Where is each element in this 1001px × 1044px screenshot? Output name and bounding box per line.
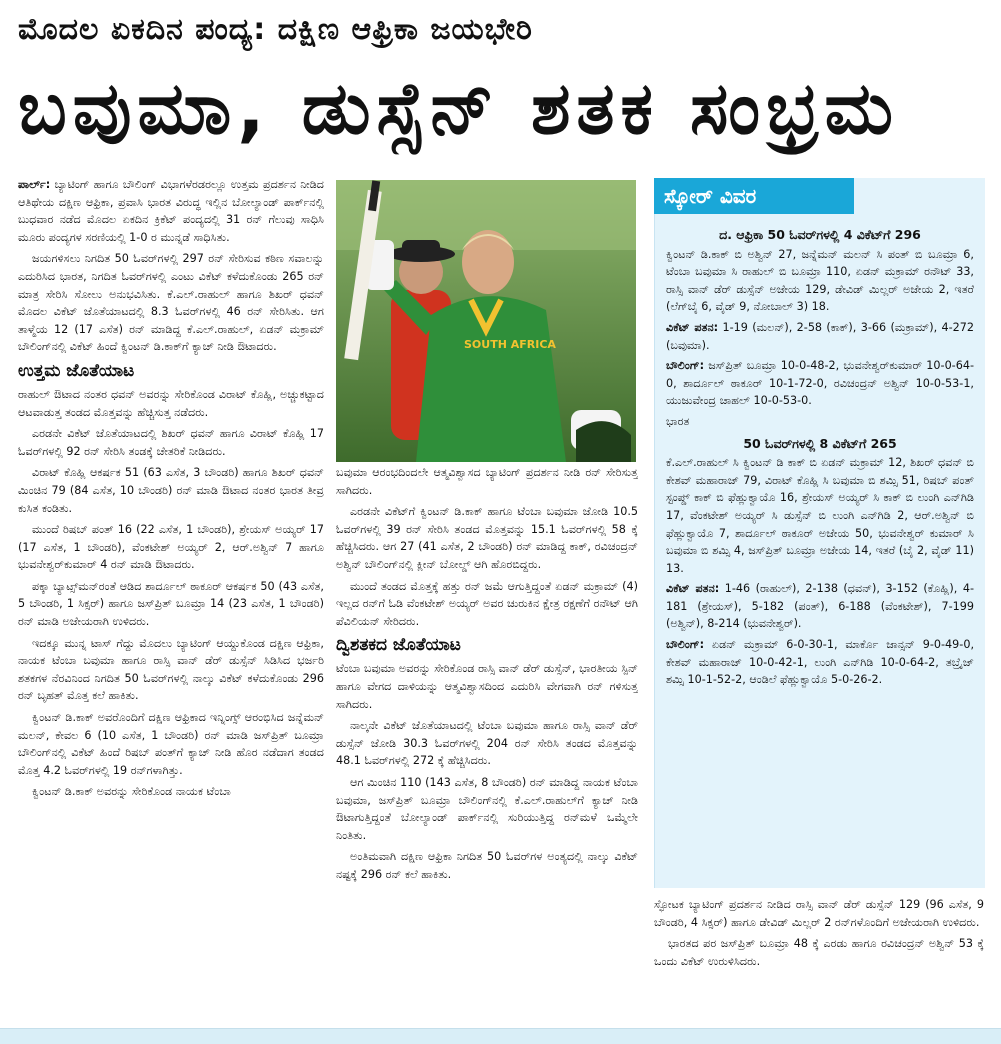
fall-of-wickets-sa: ವಿಕೆಟ್ ಪತನ: 1-19 (ಮಲನ್), 2-58 (ಕಾಕ್), 3-66 (ಮಕ್ರಾಮ್), 4-272 (ಬವುಮಾ). [666,320,975,352]
cricketer-photo [336,180,636,462]
main-headline: ಬವುಮಾ, ಡುಸ್ಸೆನ್ ಶತಕ ಸಂಭ್ರಮ [18,66,899,150]
article-paragraph: ಎರಡನೇ ವಿಕೆಟ್‌ಗೆ ಕ್ವಿಂಟನ್ ಡಿ.ಕಾಕ್ ಹಾಗೂ ಟೆಂಬಾ ಬವುಮಾ ಜೋಡಿ 10.5 ಓವರ್‌ಗಳಲ್ಲಿ 39 ರನ್ ಸೇರಿಸಿ ತಂಡದ ಮೊತ್ತವನ್ನು 15.1 ಓವರ್‌ಗಳಲ್ಲಿ 58 ಕ್ಕೆ ಹೆಚ್ಚಿಸಿದರು. ಆಗ 27 (41 ಎಸೆತ, 2 ಬೌಂಡರಿ) ರನ್ ಮಾಡಿದ್ದ ಕಾಕ್, ರವಿಚಂದ್ರನ್ ಅಶ್ವಿನ್ ಬೌಲಿಂಗ್‌ನಲ್ಲಿ ಕ್ಲೀನ್ ಬೋಲ್ಡ್ ಆಗಿ ಹೊರಬಿದ್ದರು. [336,505,638,571]
article-paragraph: ಕ್ವಿಂಟನ್ ಡಿ.ಕಾಕ್ ಅವರನ್ನು ಸೇರಿಕೊಂಡ ನಾಯಕ ಟೆಂಬಾ [32,785,231,799]
article-paragraph: ಸ್ಫೋಟಕ ಬ್ಯಾಟಿಂಗ್ ಪ್ರದರ್ಶನ ನೀಡಿದ ರಾಸ್ಸಿ ವಾನ್ ಡೆರ್ ಡುಸ್ಸೆನ್ 129 (96 ಎಸೆತ, 9 ಬೌಂಡರಿ, 4 ಸಿಕ್ಸರ್) ಹಾಗೂ ಡೇವಿಡ್ ಮಿಲ್ಲರ್ 2 ರನ್‌ಗಳೊಂದಿಗೆ ಅಜೇಯರಾಗಿ ಉಳಿದರು. [654,898,984,929]
article-paragraph: ಮುಂದೆ ರಿಷಬ್ ಪಂತ್ 16 (22 ಎಸೆತ, 1 ಬೌಂಡರಿ), ಶ್ರೇಯಸ್ ಅಯ್ಯರ್ 17 (17 ಎಸೆತ, 1 ಬೌಂಡರಿ), ವೆಂಕಟೇಶ್ ಅಯ್ಯರ್ 2, ಆರ್.ಅಶ್ವಿನ್ 7 ಹಾಗೂ ಭುವನೇಶ್ವರ್‌ಕುಮಾರ್ 4 ರನ್ ಮಾಡಿ ಔಟಾದರು. [18,523,324,572]
fall-of-wickets-india: ವಿಕೆಟ್ ಪತನ: 1-46 (ರಾಹುಲ್), 2-138 (ಧವನ್), 3-152 (ಕೊಹ್ಲಿ), 4-181 (ಶ್ರೇಯಸ್), 5-182 (ಪಂತ್), 6-188 (ವೆಂಕಟೇಶ್), 7-199 (ಅಶ್ವಿನ್), 8-214 (ಭುವನೇಶ್ವರ್). [666,582,974,631]
article-paragraph: ಪಕ್ಕಾ ಬ್ಯಾಟ್ಸ್‌ಮನ್‌ರಂತೆ ಆಡಿದ ಶಾರ್ದೂಲ್ ಠಾಕೂರ್ ಆಕರ್ಷಕ 50 (43 ಎಸೆತ, 5 ಬೌಂಡರಿ, 1 ಸಿಕ್ಸರ್) ಹಾಗೂ ಜಸ್‌ಪ್ರಿತ್ ಬೂಮ್ರಾ 14 (23 ಎಸೆತ, 1 ಬೌಂಡರಿ) ರನ್ ಮಾಡಿ ಅಜೇಯರಾಗಿ ಉಳಿದರು. [18,579,324,629]
article-column-3 [654,896,984,1000]
article-paragraph: ಎರಡನೇ ವಿಕೆಟ್ ಜೊತೆಯಾಟದಲ್ಲಿ ಶಿಖರ್ ಧವನ್ ಹಾಗೂ ವಿರಾಟ್ ಕೊಹ್ಲಿ 17 ಓವರ್‌ಗಳಲ್ಲಿ 92 ರನ್ ಸೇರಿಸಿ ತಂಡಕ್ಕೆ ಚೇತರಿಕೆ ನೀಡಿದರು. [18,427,324,458]
dateline: ಪಾರ್ಲ್: [18,178,51,191]
bowling-summary-sa: ಬೌಲಿಂಗ್: ಏಡನ್ ಮಕ್ರಾಮ್ 6-0-30-1, ಮಾರ್ಕೊ ಜಾನ್ಸನ್ 9-0-49-0, ಕೇಶವ್ ಮಹಾರಾಜ್ 10-0-42-1, ಲುಂಗಿ ಎನ್‌ಗಿಡಿ 10-0-64-2, ತಬ್ರೈಜ್ ಶಮ್ಸಿ 10-1-52-2, ಆಂಡಿಲೆ ಫೆಹ್ಲುಕ್ವಾಯೊ 5-0-26-2. [666,638,974,687]
scorecard-body [666,222,974,692]
page-bottom-bar [0,1028,1001,1044]
batting-summary-india: ಕೆ.ಎಲ್.ರಾಹುಲ್ ಸಿ ಕ್ವಿಂಟನ್ ಡಿ ಕಾಕ್ ಬಿ ಏಡನ್ ಮಕ್ರಾಮ್ 12, ಶಿಖರ್ ಧವನ್ ಬಿ ಕೇಶವ್ ಮಹಾರಾಜ್ 79, ವಿರಾಟ್ ಕೊಹ್ಲಿ ಸಿ ಬವುಮಾ ಬಿ ಶಮ್ಸಿ 51, ರಿಷಬ್ ಪಂತ್ ಸ್ಟಂಪ್ಡ್ ಕಾಕ್ ಬಿ ಫೆಹ್ಲುಕ್ವಾಯೊ 16, ಶ್ರೇಯಸ್ ಅಯ್ಯರ್ ಸಿ ಕಾಕ್ ಬಿ ಲುಂಗಿ ಎನ್‌ಗಿಡಿ 17, ವೆಂಕಟೇಶ್ ಅಯ್ಯರ್ ಸಿ ಡುಸ್ಸೆನ್ ಬಿ ಲುಂಗಿ ಎನ್‌ಗಿಡಿ 2, ಆರ್.ಅಶ್ವಿನ್ ಬಿ ಫೆಹ್ಲುಕ್ವಾಯೊ 7, ಶಾರ್ದೂಲ್ ಠಾಕೂರ್ ಅಜೇಯ 50, ಭುವನೇಶ್ವರ್ ಕುಮಾರ್ ಸಿ ಬವುಮಾ ಬಿ ಶಮ್ಸಿ 4, ಜಸ್‌ಪ್ರಿತ್ ಬೂಮ್ರಾ ಅಜೇಯ 14, ಇತರೆ (ಬೈ 2, ವೈಡ್ 11) 13. [666,456,974,575]
article-column-1 [18,176,324,1032]
innings-title-sa: ದ. ಆಫ್ರಿಕಾ 50 ಓವರ್‌ಗಳಲ್ಲಿ 4 ವಿಕೆಟ್‌ಗೆ 296 [719,227,921,242]
article-paragraph: ಆಗ ಮಿಂಚಿನ 110 (143 ಎಸೆತ, 8 ಬೌಂಡರಿ) ರನ್ ಮಾಡಿದ್ದ ನಾಯಕ ಟೆಂಬಾ ಬವುಮಾ, ಜಸ್‌ಪ್ರಿತ್ ಬೂಮ್ರಾ ಬೌಲಿಂಗ್‌ನಲ್ಲಿ ಕೆ.ಎಲ್.ರಾಹುಲ್‌ಗೆ ಕ್ಯಾಚ್ ನೀಡಿ ಔಟಾಗುತ್ತಿದ್ದಂತೆ ಬೋಲ್ಯಾಂಡ್ ಪಾರ್ಕ್‌ನಲ್ಲಿ ಸುರಿಯುತ್ತಿದ್ದ ರನ್‌ಮಳೆ ಒಮ್ಮೆಲೇ ನಿಂತಿತು. [336,775,638,842]
article-paragraph: ಇದಕ್ಕೂ ಮುನ್ನ ಟಾಸ್ ಗೆದ್ದು ಮೊದಲು ಬ್ಯಾಟಿಂಗ್ ಆಯ್ದುಕೊಂಡ ದಕ್ಷಿಣ ಆಫ್ರಿಕಾ, ನಾಯಕ ಟೆಂಬಾ ಬವುಮಾ ಹಾಗೂ ರಾಸ್ಸಿ ವಾನ್ ಡೆರ್ ಡುಸ್ಸೆನ್ ಸಿಡಿಸಿದ ಭರ್ಜರಿ ಶತಕಗಳ ನೆರವಿನಿಂದ ನಿಗದಿತ 50 ಓವರ್‌ಗಳಲ್ಲಿ ನಾಲ್ಕು ವಿಕೆಟ್ ಕಳೆದುಕೊಂಡು 296 ರನ್ ಬೃಹತ್ ಮೊತ್ತ ಕಲೆ ಹಾಕಿತು. [18,636,324,703]
article-paragraph: ಜಯಗಳಿಸಲು ನಿಗದಿತ 50 ಓವರ್‌ಗಳಲ್ಲಿ 297 ರನ್ ಸೇರಿಸುವ ಕಠಿಣ ಸವಾಲನ್ನು ಎದುರಿಸಿದ ಭಾರತ, ನಿಗದಿತ ಓವರ್‌ಗಳಲ್ಲಿ ಎಂಟು ವಿಕೆಟ್ ಕಳೆದುಕೊಂಡು 265 ರನ್ ಮಾತ್ರ ಸೇರಿಸಿ ಸೋಲು ಅನುಭವಿಸಿತು. ಕೆ.ಎಲ್.ರಾಹುಲ್ ಹಾಗೂ ಶಿಖರ್ ಧವನ್ ಮೊದಲ ವಿಕೆಟ್ ಜೊತೆಯಾಟದಲ್ಲಿ 8.3 ಓವರ್‌ಗಳಲ್ಲಿ 46 ರನ್ ಸೇರಿಸಿತು. ಆಗ ತಾಳ್ಮೆಯ 12 (17 ಎಸೆತ) ರನ್ ಮಾಡಿದ್ದ ಕೆ.ಎಲ್.ರಾಹುಲ್, ಏಡನ್ ಮಕ್ರಾಮ್ ಬೌಲಿಂಗ್‌ನಲ್ಲಿ ವಿಕೆಟ್ ಹಿಂದೆ ಕ್ವಿಂಟನ್ ಡಿ.ಕಾಕ್‌ಗೆ ಕ್ಯಾಚ್ ನೀಡಿ ಔಟಾದರು. [18,252,324,354]
article-paragraph: ಬವುಮಾ ಆರಂಭದಿಂದಲೇ ಆತ್ಮವಿಶ್ವಾಸದ ಬ್ಯಾಟಿಂಗ್ ಪ್ರದರ್ಶನ ನೀಡಿ ರನ್ ಸೇರಿಸುತ್ತ ಸಾಗಿದರು. [336,466,638,497]
section-subheading: ಉತ್ತಮ ಜೊತೆಯಾಟ [18,360,135,381]
photo-illustration [336,180,636,462]
article-column-2 [336,464,638,1034]
article-paragraph: ವಿರಾಟ್ ಕೊಹ್ಲಿ ಆಕರ್ಷಕ 51 (63 ಎಸೆತ, 3 ಬೌಂಡರಿ) ಹಾಗೂ ಶಿಖರ್ ಧವನ್ ಮಿಂಚಿನ 79 (84 ಎಸೆತ, 10 ಬೌಂಡರಿ) ರನ್ ಮಾಡಿ ಔಟಾದ ನಂತರ ಭಾರತ ತೀವ್ರ ಕುಸಿತ ಕಂಡಿತು. [18,466,324,515]
kicker-subheadline: ಮೊದಲ ಏಕದಿನ ಪಂದ್ಯ: ದಕ್ಷಿಣ ಆಫ್ರಿಕಾ ಜಯಭೇರಿ [18,12,533,47]
section-subheading: ದ್ವಿಶತಕದ ಜೊತೆಯಾಟ [336,635,461,656]
article-paragraph: ಪಾರ್ಲ್: ಬ್ಯಾಟಿಂಗ್ ಹಾಗೂ ಬೌಲಿಂಗ್ ವಿಭಾಗಳೆರಡರಲ್ಲೂ ಉತ್ತಮ ಪ್ರದರ್ಶನ ನೀಡಿದ ಆತಿಥೇಯ ದಕ್ಷಿಣ ಆಫ್ರಿಕಾ, ಪ್ರವಾಸಿ ಭಾರತ ವಿರುದ್ಧ ಇಲ್ಲಿನ ಬೋಲ್ಯಾಂಡ್ ಪಾರ್ಕ್‌ನಲ್ಲಿ ಬುಧವಾರ ನಡೆದ ಮೊದಲ ಏಕದಿನ ಕ್ರಿಕೆಟ್ ಪಂದ್ಯದಲ್ಲಿ 31 ರನ್ ಗೆಲುವು ಸಾಧಿಸಿ ಮೂರು ಪಂದ್ಯಗಳ ಸರಣಿಯಲ್ಲಿ 1-0 ರ ಮುನ್ನಡೆ ಸಾಧಿಸಿತು. [18,178,324,244]
bowling-summary-india: ಬೌಲಿಂಗ್: ಜಸ್‌ಪ್ರಿತ್ ಬೂಮ್ರಾ 10-0-48-2, ಭುವನೇಶ್ವರ್‌ಕುಮಾರ್ 10-0-64-0, ಶಾರ್ದೂಲ್ ಠಾಕೂರ್ 10-1-72-0, ರವಿಚಂದ್ರನ್ ಅಶ್ವಿನ್ 10-0-53-1, ಯುಜುವೇಂದ್ರ ಚಾಹಲ್ 10-0-53-0. [666,359,974,408]
team-label-india: ಭಾರತ [666,414,690,428]
jersey-text: SOUTH AFRICA [464,338,556,351]
batting-summary-sa: ಕ್ವಿಂಟನ್ ಡಿ.ಕಾಕ್ ಬಿ ಅಶ್ವಿನ್ 27, ಜನ್ನೆಮನ್ ಮಲನ್ ಸಿ ಪಂತ್ ಬಿ ಬೂಮ್ರಾ 6, ಟೆಂಬಾ ಬವುಮಾ ಸಿ ರಾಹುಲ್ ಬಿ ಬೂಮ್ರಾ 110, ಏಡನ್ ಮಕ್ರಾಮ್ ರನೌಟ್ 33, ರಾಸ್ಸಿ ವಾನ್ ಡೆರ್ ಡುಸ್ಸೆನ್ ಅಜೇಯ 129, ಡೇವಿಡ್ ಮಿಲ್ಲರ್ ಅಜೇಯ 2, ಇತರೆ (ಲೆಗ್‌ಬೈ 6, ವೈಡ್ 9, ನೋಬಾಲ್ 3) 18. [666,247,974,314]
article-paragraph: ಅಂತಿಮವಾಗಿ ದಕ್ಷಿಣ ಆಫ್ರಿಕಾ ನಿಗದಿತ 50 ಓವರ್‌ಗಳ ಅಂತ್ಯದಲ್ಲಿ ನಾಲ್ಕು ವಿಕೆಟ್ ನಷ್ಟಕ್ಕೆ 296 ರನ್ ಕಲೆ ಹಾಕಿತು. [336,850,638,881]
article-paragraph: ರಾಹುಲ್ ಔಟಾದ ನಂತರ ಧವನ್ ಅವರನ್ನು ಸೇರಿಕೊಂಡ ವಿರಾಟ್ ಕೊಹ್ಲಿ, ಅಚ್ಚುಕಟ್ಟಾದ ಆಟವಾಡುತ್ತ ತಂಡದ ಮೊತ್ತವನ್ನು ಹೆಚ್ಚಿಸುತ್ತ ನಡೆದರು. [18,387,324,419]
article-paragraph: ಟೆಂಬಾ ಬವುಮಾ ಅವರನ್ನು ಸೇರಿಕೊಂಡ ರಾಸ್ಸಿ ವಾನ್ ಡೆರ್ ಡುಸ್ಸೆನ್, ಭಾರತೀಯ ಸ್ಪಿನ್ ಹಾಗೂ ವೇಗದ ದಾಳಿಯನ್ನು ಆತ್ಮವಿಶ್ವಾಸದಿಂದ ಎದುರಿಸಿ ವೇಗವಾಗಿ ರನ್ ಗಳಿಸುತ್ತ ಸಾಗಿದರು. [336,662,638,711]
article-paragraph: ನಾಲ್ಕನೇ ವಿಕೆಟ್ ಜೊತೆಯಾಟದಲ್ಲಿ ಟೆಂಬಾ ಬವುಮಾ ಹಾಗೂ ರಾಸ್ಸಿ ವಾನ್ ಡೆರ್ ಡುಸ್ಸೆನ್ ಜೋಡಿ 30.3 ಓವರ್‌ಗಳಲ್ಲಿ 204 ರನ್ ಸೇರಿಸಿ ತಂಡದ ಮೊತ್ತವನ್ನು 48.1 ಓವರ್‌ಗಳಲ್ಲಿ 272 ಕ್ಕೆ ಹೆಚ್ಚಿಸಿದರು. [336,719,638,768]
innings-title-india: 50 ಓವರ್‌ಗಳಲ್ಲಿ 8 ವಿಕೆಟ್‌ಗೆ 265 [743,435,897,451]
scorecard-header: ಸ್ಕೋರ್ ವಿವರ [654,178,854,214]
article-paragraph: ಕ್ವಿಂಟನ್ ಡಿ.ಕಾಕ್ ಅವರೊಂದಿಗೆ ದಕ್ಷಿಣ ಆಫ್ರಿಕಾದ ಇನ್ನಿಂಗ್ಸ್ ಆರಂಭಿಸಿದ ಜನ್ನೆಮನ್ ಮಲನ್, ಕೇವಲ 6 (10 ಎಸೆತ, 1 ಬೌಂಡರಿ) ರನ್ ಮಾಡಿ ಜಸ್‌ಪ್ರಿತ್ ಬೂಮ್ರಾ ಬೌಲಿಂಗ್‌ನಲ್ಲಿ ವಿಕೆಟ್ ಹಿಂದೆ ರಿಷಬ್ ಪಂತ್‌ಗೆ ಕ್ಯಾಚ್ ನೀಡಿ ಹೊರ ನಡೆದಾಗ ತಂಡದ ಮೊತ್ತ 4.2 ಓವರ್‌ಗಳಲ್ಲಿ 19 ರನ್‌ಗಳಾಗಿತ್ತು. [18,711,324,777]
article-paragraph: ಭಾರತದ ಪರ ಜಸ್‌ಪ್ರಿತ್ ಬೂಮ್ರಾ 48 ಕ್ಕೆ ಎರಡು ಹಾಗೂ ರವಿಚಂದ್ರನ್ ಅಶ್ವಿನ್ 53 ಕ್ಕೆ ಒಂದು ವಿಕೆಟ್ ಉರುಳಿಸಿದರು. [654,937,984,968]
article-paragraph: ಮುಂದೆ ತಂಡದ ಮೊತ್ತಕ್ಕೆ ಹತ್ತು ರನ್ ಜಮೆ ಆಗುತ್ತಿದ್ದಂತೆ ಏಡನ್ ಮಕ್ರಾಮ್ (4) ಇಲ್ಲದ ರನ್‌ಗೆ ಓಡಿ ವೆಂಕಟೇಶ್ ಅಯ್ಯರ್ ಅವರ ಚುರುಕಿನ ಕ್ಷೇತ್ರ ರಕ್ಷಣೆಗೆ ರನೌಟ್ ಆಗಿ ಪೆವಿಲಿಯನ್ ಸೇರಿದರು. [336,579,638,628]
